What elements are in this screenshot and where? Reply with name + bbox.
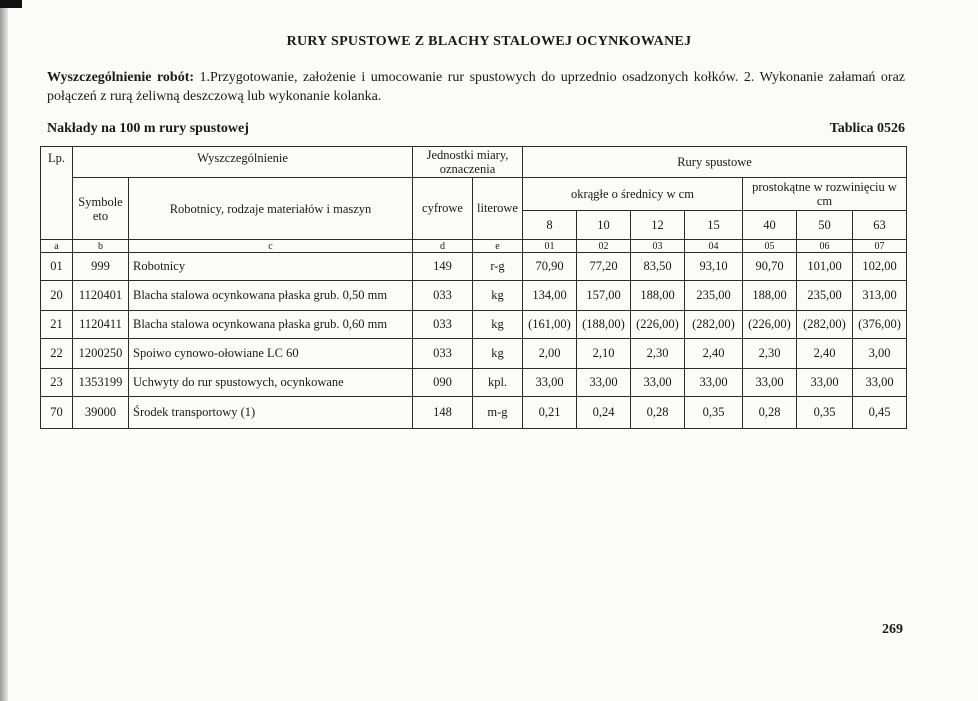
- row-name: Środek transportowy (1): [129, 397, 413, 429]
- row-value: 313,00: [853, 281, 907, 311]
- row-value: 2,10: [577, 339, 631, 369]
- header-literowe: literowe: [473, 178, 523, 240]
- diameter-cell: 8: [523, 211, 577, 240]
- work-specification: [47, 68, 905, 106]
- row-value: 235,00: [797, 281, 853, 311]
- row-value: (282,00): [797, 311, 853, 339]
- row-unit-code: 149: [413, 253, 473, 281]
- row-value: 70,90: [523, 253, 577, 281]
- header-symbole: Symbole eto: [73, 178, 129, 240]
- header-lp: Lp.: [41, 147, 73, 240]
- letter-cell: 07: [853, 240, 907, 253]
- letter-cell: 06: [797, 240, 853, 253]
- letter-cell: 02: [577, 240, 631, 253]
- row-value: 101,00: [797, 253, 853, 281]
- row-symbol: 999: [73, 253, 129, 281]
- row-lp: 22: [41, 339, 73, 369]
- letter-cell: e: [473, 240, 523, 253]
- row-symbol: 39000: [73, 397, 129, 429]
- diameter-cell: 12: [631, 211, 685, 240]
- row-unit-code: 090: [413, 369, 473, 397]
- diameter-cell: 15: [685, 211, 743, 240]
- row-unit-code: 033: [413, 311, 473, 339]
- row-unit-code: 148: [413, 397, 473, 429]
- row-value: 33,00: [797, 369, 853, 397]
- header-row-1: [41, 147, 907, 178]
- row-lp: 01: [41, 253, 73, 281]
- row-value: 102,00: [853, 253, 907, 281]
- row-value: 77,20: [577, 253, 631, 281]
- letter-cell: c: [129, 240, 413, 253]
- diameter-cell: 63: [853, 211, 907, 240]
- row-name: Robotnicy: [129, 253, 413, 281]
- row-symbol: 1120411: [73, 311, 129, 339]
- row-symbol: 1200250: [73, 339, 129, 369]
- row-value: (226,00): [631, 311, 685, 339]
- row-value: 33,00: [577, 369, 631, 397]
- header-prostokatne: prostokątne w rozwinięciu w cm: [743, 178, 907, 211]
- row-unit-symbol: kpl.: [473, 369, 523, 397]
- subheading: Nakłady na 100 m rury spustowej: [47, 121, 249, 136]
- letter-cell: 01: [523, 240, 577, 253]
- letter-cell: 04: [685, 240, 743, 253]
- row-value: 0,21: [523, 397, 577, 429]
- row-lp: 70: [41, 397, 73, 429]
- diameter-cell: 40: [743, 211, 797, 240]
- row-unit-symbol: r-g: [473, 253, 523, 281]
- row-value: 33,00: [685, 369, 743, 397]
- corner-mark: [0, 0, 22, 8]
- row-value: 157,00: [577, 281, 631, 311]
- row-value: 33,00: [853, 369, 907, 397]
- row-value: 33,00: [743, 369, 797, 397]
- header-robotnicy: Robotnicy, rodzaje materiałów i maszyn: [129, 178, 413, 240]
- letter-cell: 03: [631, 240, 685, 253]
- row-value: 90,70: [743, 253, 797, 281]
- header-okragle: okrągłe o średnicy w cm: [523, 178, 743, 211]
- letter-cell: 05: [743, 240, 797, 253]
- row-value: 2,00: [523, 339, 577, 369]
- row-value: 0,28: [631, 397, 685, 429]
- row-value: 0,28: [743, 397, 797, 429]
- row-value: 188,00: [743, 281, 797, 311]
- header-jednostki: Jednostki miary, oznaczenia: [413, 147, 523, 178]
- row-symbol: 1120401: [73, 281, 129, 311]
- row-lp: 21: [41, 311, 73, 339]
- table-row: [41, 339, 907, 369]
- row-name: Blacha stalowa ocynkowana płaska grub. 0,50 mm: [129, 281, 413, 311]
- row-name: Blacha stalowa ocynkowana płaska grub. 0,60 mm: [129, 311, 413, 339]
- column-letters-row: [41, 240, 907, 253]
- row-value: 134,00: [523, 281, 577, 311]
- letter-cell: a: [41, 240, 73, 253]
- table-body: [41, 253, 907, 429]
- row-value: 33,00: [523, 369, 577, 397]
- table-row: [41, 253, 907, 281]
- specification-text: 1.Przygotowanie, założenie i umocowanie rur spustowych do uprzednio osadzonych kołków. 2. Wykonanie załamań oraz połączeń z rurą żeliwną deszczową lub wykonanie kolanka.: [47, 70, 905, 104]
- row-value: 93,10: [685, 253, 743, 281]
- row-value: (226,00): [743, 311, 797, 339]
- row-lp: 20: [41, 281, 73, 311]
- page-title: RURY SPUSTOWE Z BLACHY STALOWEJ OCYNKOWANEJ: [286, 34, 692, 49]
- row-unit-code: 033: [413, 339, 473, 369]
- table-number: Tablica 0526: [829, 121, 905, 136]
- row-value: 2,40: [797, 339, 853, 369]
- row-value: 0,35: [685, 397, 743, 429]
- table-row: [41, 397, 907, 429]
- specification-label: Wyszczególnienie robót:: [47, 70, 195, 85]
- row-value: 2,40: [685, 339, 743, 369]
- row-value: 2,30: [631, 339, 685, 369]
- norms-table: [40, 146, 907, 429]
- row-unit-code: 033: [413, 281, 473, 311]
- row-name: Uchwyty do rur spustowych, ocynkowane: [129, 369, 413, 397]
- row-symbol: 1353199: [73, 369, 129, 397]
- letter-cell: d: [413, 240, 473, 253]
- table-row: [41, 281, 907, 311]
- letter-cell: b: [73, 240, 129, 253]
- row-value: 83,50: [631, 253, 685, 281]
- row-value: (188,00): [577, 311, 631, 339]
- row-value: 235,00: [685, 281, 743, 311]
- row-name: Spoiwo cynowo-ołowiane LC 60: [129, 339, 413, 369]
- row-unit-symbol: m-g: [473, 397, 523, 429]
- row-lp: 23: [41, 369, 73, 397]
- row-value: 2,30: [743, 339, 797, 369]
- row-value: (282,00): [685, 311, 743, 339]
- row-unit-symbol: kg: [473, 311, 523, 339]
- row-value: 0,35: [797, 397, 853, 429]
- row-value: 3,00: [853, 339, 907, 369]
- page-number: 269: [882, 622, 903, 637]
- row-value: 33,00: [631, 369, 685, 397]
- header-rury-spustowe: Rury spustowe: [523, 147, 907, 178]
- header-wyszczegolnienie: Wyszczególnienie: [73, 147, 413, 178]
- header-cyfrowe: cyfrowe: [413, 178, 473, 240]
- page-edge-shadow: [0, 0, 8, 701]
- row-value: 0,24: [577, 397, 631, 429]
- row-value: 188,00: [631, 281, 685, 311]
- diameter-cell: 10: [577, 211, 631, 240]
- row-value: (161,00): [523, 311, 577, 339]
- row-unit-symbol: kg: [473, 339, 523, 369]
- row-unit-symbol: kg: [473, 281, 523, 311]
- header-row-2: [41, 178, 907, 211]
- table-row: [41, 311, 907, 339]
- row-value: 0,45: [853, 397, 907, 429]
- diameter-cell: 50: [797, 211, 853, 240]
- table-row: [41, 369, 907, 397]
- row-value: (376,00): [853, 311, 907, 339]
